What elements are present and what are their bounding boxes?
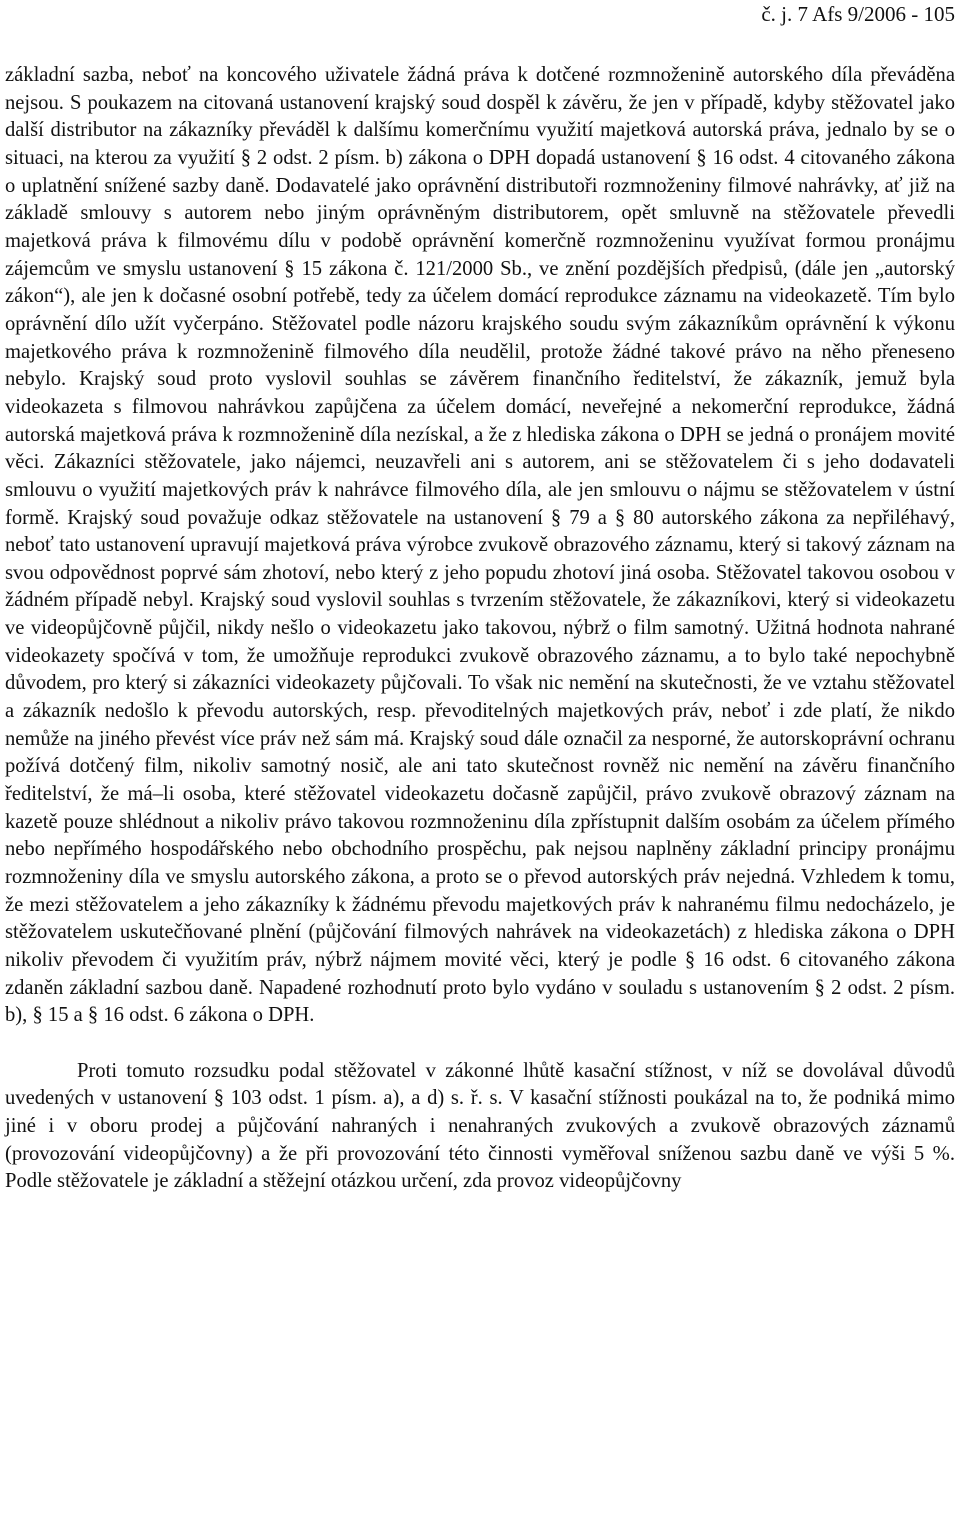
paragraph-court-reasoning: základní sazba, neboť na koncového uživatele žádná práva k dotčené rozmnoženině autorského díla převáděna nejsou. S poukazem na citovaná ustanovení krajský soud dospěl k závěru, že jen v případě, kdyby stěžovatel jako další distributor na zákazníky převáděl k dalšímu komerčnímu využití majetková autorská práva, jednalo by se o situaci, na kterou za využití § 2 odst. 2 písm. b) zákona o DPH dopadá ustanovení § 16 odst. 4 citovaného zákona o uplatnění snížené sazby daně. Dodavatelé jako oprávnění distributoři rozmnoženiny filmové nahrávky, ať již na základě smlouvy s autorem nebo jiným oprávněným distributorem, opět smluvně na stěžovatele převedli majetková práva k filmovému dílu v podobě oprávnění komerčně rozmnoženinu využívat formou pronájmu zájemcům ve smyslu ustanovení § 15 zákona č. 121/2000 Sb., ve znění pozdějších předpisů, (dále jen „autorský zákon“), ale jen k dočasné osobní potřebě, tedy za účelem domácí reprodukce záznamu na videokazetě. Tím bylo oprávnění dílo užít vyčerpáno. Stěžovatel podle názoru krajského soudu svým zákazníkům oprávnění k výkonu majetkového práva k rozmnoženině filmového díla neudělil, protože žádné takové právo na něho přeneseno nebylo. Krajský soud proto vyslovil souhlas se závěrem finančního ředitelství, že zákazník, jemuž byla videokazeta s filmovou nahrávkou zapůjčena za účelem domácí, neveřejné a nekomerční reprodukce, žádná autorská majetková práva k rozmnoženině díla nezískal, a že z hlediska zákona o DPH se jedná o pronájem movité věci. Zákazníci stěžovatele, jako nájemci, neuzavřeli ani s autorem, ani se stěžovatelem či s jeho dodavateli smlouvu o využití majetkových práv k nahrávce filmového díla, ale jen smlouvu o nájmu se stěžovatelem v ústní formě. Krajský soud považuje odkaz stěžovatele na ustanovení § 79 a § 80 autorského zákona za nepřiléhavý, neboť tato ustanovení upravují majetková práva výrobce zvukově obrazového záznamu, který si takový záznam na svou odpovědnost poprvé sám zhotoví, nebo který z jeho popudu zhotoví jiná osoba. Stěžovatel takovou osobou v žádném případě nebyl. Krajský soud vyslovil souhlas s tvrzením stěžovatele, že zákazníkovi, který si videokazetu ve videopůjčovně půjčil, nikdy nešlo o videokazetu jako takovou, nýbrž o film samotný. Užitná hodnota nahrané videokazety spočívá v tom, že umožňuje reprodukci zvukově obrazového záznamu, a to bylo také nepochybně důvodem, pro který si zákazníci videokazety půjčovali. To však nic nemění na skutečnosti, že ve vztahu stěžovatel a zákazník nedošlo k převodu autorských, resp. převoditelných majetkových práv, neboť i zde platí, že nikdo nemůže na jiného převést více práv než sám má. Krajský soud dále označil za nesporné, že autorskoprávní ochranu požívá dotčený film, nikoliv samotný nosič, ale ani tato skutečnost rovněž nic nemění na závěru finančního ředitelství, že má–li osoba, které stěžovatel videokazetu dočasně zapůjčil, právo zvukově obrazový záznam na kazetě pouze shlédnout a nikoliv právo takovou rozmnoženinu díla zpřístupnit dalším osobám za účelem přímého nebo nepřímého hospodářského nebo obchodního prospěchu, pak nejsou naplněny základní principy pronájmu rozmnoženiny díla ve smyslu autorského zákona, a proto se o převod autorských práv nejedná. Vzhledem k tomu, že mezi stěžovatelem a jeho zákazníky k žádnému převodu majetkových práv k nahranému filmu nedocházelo, je stěžovatelem uskutečňované plnění (půjčování filmových nahrávek na videokazetách) z hlediska zákona o DPH nikoliv převodem či využitím práv, nýbrž nájmem movité věci, který je podle § 16 odst. 6 citovaného zákona zdaněn základní sazbou daně. Napadené rozhodnutí proto bylo vydáno v souladu s ustanovením § 2 odst. 2 písm. b), § 15 a § 16 odst. 6 zákona o DPH.	[5, 64, 955, 1027]
paragraph-cassation-complaint: Proti tomuto rozsudku podal stěžovatel v zákonné lhůtě kasační stížnost, v níž se dovolával důvodů uvedených v ustanovení § 103 odst. 1 písm. a), a d) s. ř. s. V kasační stížnosti poukázal na to, že podniká mimo jiné i v oboru prodej a půjčování nahraných i nenahraných zvukových a zvukově obrazových záznamů (provozování videopůjčovny) a že při provozování této činnosti vyměřoval sníženou sazbu daně ve výši 5 %. Podle stěžovatele je základní a stěžejní otázkou určení, zda provoz videopůjčovny	[5, 1059, 955, 1193]
document-body	[5, 62, 955, 1196]
case-number-header: č. j. 7 Afs 9/2006 - 105	[761, 2, 955, 26]
